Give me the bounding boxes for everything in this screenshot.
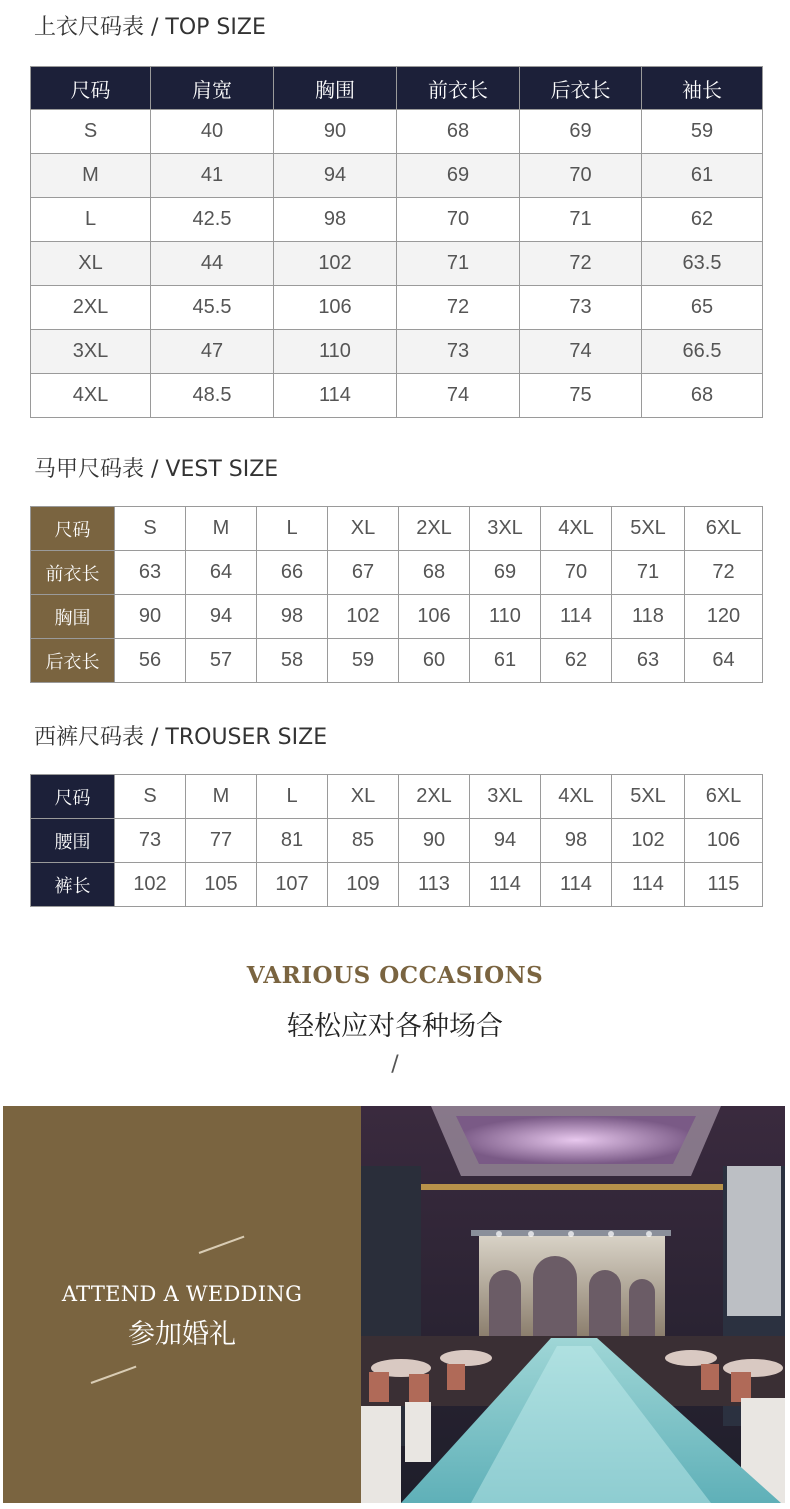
table-cell: 110 — [274, 330, 397, 374]
table-cell: M — [31, 154, 151, 198]
table-cell: 98 — [541, 819, 612, 863]
table-row — [31, 595, 763, 639]
table-cell: 67 — [328, 551, 399, 595]
table-cell: 73 — [115, 819, 186, 863]
vest-size-table — [30, 506, 763, 683]
table-row — [31, 154, 763, 198]
table-cell: 3XL — [470, 775, 541, 819]
col-header-front-length: 前衣长 — [397, 67, 520, 110]
table-cell: 56 — [115, 639, 186, 683]
table-cell: 44 — [151, 242, 274, 286]
row-header-waist: 腰围 — [31, 819, 115, 863]
table-cell: S — [31, 110, 151, 154]
table-cell: 71 — [397, 242, 520, 286]
table-cell: 62 — [642, 198, 763, 242]
table-cell: L — [257, 507, 328, 551]
table-row — [31, 551, 763, 595]
table-cell: S — [115, 775, 186, 819]
table-cell: M — [186, 775, 257, 819]
table-cell: 70 — [520, 154, 642, 198]
table-cell: L — [31, 198, 151, 242]
wedding-title-en: ATTEND A WEDDING — [61, 1282, 303, 1306]
table-cell: 59 — [328, 639, 399, 683]
row-header-back-length: 后衣长 — [31, 639, 115, 683]
table-cell: 64 — [685, 639, 763, 683]
table-cell: 47 — [151, 330, 274, 374]
occasions-divider: / — [391, 1052, 399, 1077]
table-cell: 109 — [328, 863, 399, 907]
table-cell: 5XL — [612, 507, 685, 551]
trouser-size-table — [30, 774, 763, 907]
table-row — [31, 863, 763, 907]
table-cell: 102 — [612, 819, 685, 863]
row-header-front-length: 前衣长 — [31, 551, 115, 595]
table-cell: 65 — [642, 286, 763, 330]
table-cell: 85 — [328, 819, 399, 863]
table-cell: 63.5 — [642, 242, 763, 286]
table-cell: 61 — [470, 639, 541, 683]
table-cell: 114 — [612, 863, 685, 907]
table-cell: 63 — [115, 551, 186, 595]
table-cell: 4XL — [541, 507, 612, 551]
col-header-size: 尺码 — [31, 67, 151, 110]
table-cell: 102 — [328, 595, 399, 639]
row-header-trouser-length: 裤长 — [31, 863, 115, 907]
table-row — [31, 286, 763, 330]
col-header-back-length: 后衣长 — [520, 67, 642, 110]
table-cell: 2XL — [31, 286, 151, 330]
table-cell: S — [115, 507, 186, 551]
table-cell: 115 — [685, 863, 763, 907]
table-cell: 73 — [397, 330, 520, 374]
top-size-header-row — [31, 67, 763, 110]
table-cell: 62 — [541, 639, 612, 683]
table-row — [31, 819, 763, 863]
wedding-text-panel — [3, 1106, 361, 1503]
table-cell: 114 — [274, 374, 397, 418]
table-cell: XL — [328, 775, 399, 819]
table-cell: 94 — [470, 819, 541, 863]
table-cell: 57 — [186, 639, 257, 683]
table-row — [31, 507, 763, 551]
table-cell: 98 — [274, 198, 397, 242]
trouser-size-title: 西裤尺码表 / TROUSER SIZE — [34, 725, 328, 750]
table-cell: 5XL — [612, 775, 685, 819]
col-header-shoulder: 肩宽 — [151, 67, 274, 110]
table-cell: 63 — [612, 639, 685, 683]
table-cell: 114 — [541, 595, 612, 639]
occasions-title-cn: 轻松应对各种场合 — [287, 1011, 503, 1042]
table-cell: 114 — [541, 863, 612, 907]
table-cell: 69 — [470, 551, 541, 595]
row-header-chest: 胸围 — [31, 595, 115, 639]
table-row — [31, 330, 763, 374]
table-cell: 45.5 — [151, 286, 274, 330]
vest-size-title: 马甲尺码表 / VEST SIZE — [34, 457, 279, 482]
table-cell: 3XL — [470, 507, 541, 551]
wedding-title-cn: 参加婚礼 — [128, 1319, 236, 1350]
table-row — [31, 775, 763, 819]
table-cell: 3XL — [31, 330, 151, 374]
table-cell: 70 — [541, 551, 612, 595]
table-row — [31, 374, 763, 418]
table-cell: 75 — [520, 374, 642, 418]
table-cell: 71 — [520, 198, 642, 242]
table-cell: 94 — [186, 595, 257, 639]
occasions-title-en: VARIOUS OCCASIONS — [246, 962, 544, 989]
table-cell: 113 — [399, 863, 470, 907]
wedding-banquet-hall-photo — [361, 1106, 785, 1503]
table-cell: 72 — [685, 551, 763, 595]
table-cell: 94 — [274, 154, 397, 198]
table-cell: 102 — [274, 242, 397, 286]
table-cell: 118 — [612, 595, 685, 639]
table-cell: 107 — [257, 863, 328, 907]
table-cell: 114 — [470, 863, 541, 907]
table-row — [31, 110, 763, 154]
top-size-title: 上衣尺码表 / TOP SIZE — [34, 15, 266, 40]
table-cell: 69 — [397, 154, 520, 198]
table-cell: 41 — [151, 154, 274, 198]
table-cell: 6XL — [685, 507, 763, 551]
table-cell: 90 — [115, 595, 186, 639]
table-cell: 42.5 — [151, 198, 274, 242]
table-cell: M — [186, 507, 257, 551]
decorative-line — [91, 1366, 137, 1384]
table-cell: 68 — [397, 110, 520, 154]
table-row — [31, 242, 763, 286]
table-row — [31, 198, 763, 242]
table-cell: 71 — [612, 551, 685, 595]
table-cell: 120 — [685, 595, 763, 639]
table-cell: 68 — [399, 551, 470, 595]
table-cell: 59 — [642, 110, 763, 154]
table-cell: 58 — [257, 639, 328, 683]
top-size-table — [30, 66, 763, 418]
table-cell: 69 — [520, 110, 642, 154]
table-cell: 48.5 — [151, 374, 274, 418]
table-cell: XL — [328, 507, 399, 551]
table-cell: 64 — [186, 551, 257, 595]
table-cell: 40 — [151, 110, 274, 154]
table-cell: 72 — [397, 286, 520, 330]
table-cell: 98 — [257, 595, 328, 639]
table-cell: 60 — [399, 639, 470, 683]
table-cell: 2XL — [399, 507, 470, 551]
col-header-chest: 胸围 — [274, 67, 397, 110]
table-cell: L — [257, 775, 328, 819]
table-cell: 66.5 — [642, 330, 763, 374]
table-cell: 74 — [397, 374, 520, 418]
table-cell: 74 — [520, 330, 642, 374]
table-cell: 102 — [115, 863, 186, 907]
decorative-line — [199, 1236, 245, 1254]
table-cell: 66 — [257, 551, 328, 595]
table-cell: 81 — [257, 819, 328, 863]
table-cell: 77 — [186, 819, 257, 863]
col-header-sleeve: 袖长 — [642, 67, 763, 110]
table-cell: 90 — [399, 819, 470, 863]
table-cell: 4XL — [31, 374, 151, 418]
table-cell: 110 — [470, 595, 541, 639]
row-header-size: 尺码 — [31, 507, 115, 551]
table-cell: 4XL — [541, 775, 612, 819]
table-cell: 106 — [274, 286, 397, 330]
table-cell: 70 — [397, 198, 520, 242]
row-header-size: 尺码 — [31, 775, 115, 819]
table-cell: 68 — [642, 374, 763, 418]
table-cell: 90 — [274, 110, 397, 154]
table-cell: 6XL — [685, 775, 763, 819]
table-cell: 106 — [399, 595, 470, 639]
table-cell: 72 — [520, 242, 642, 286]
table-cell: 2XL — [399, 775, 470, 819]
table-cell: 106 — [685, 819, 763, 863]
table-cell: 105 — [186, 863, 257, 907]
table-cell: 73 — [520, 286, 642, 330]
table-cell: 61 — [642, 154, 763, 198]
table-cell: XL — [31, 242, 151, 286]
table-row — [31, 639, 763, 683]
